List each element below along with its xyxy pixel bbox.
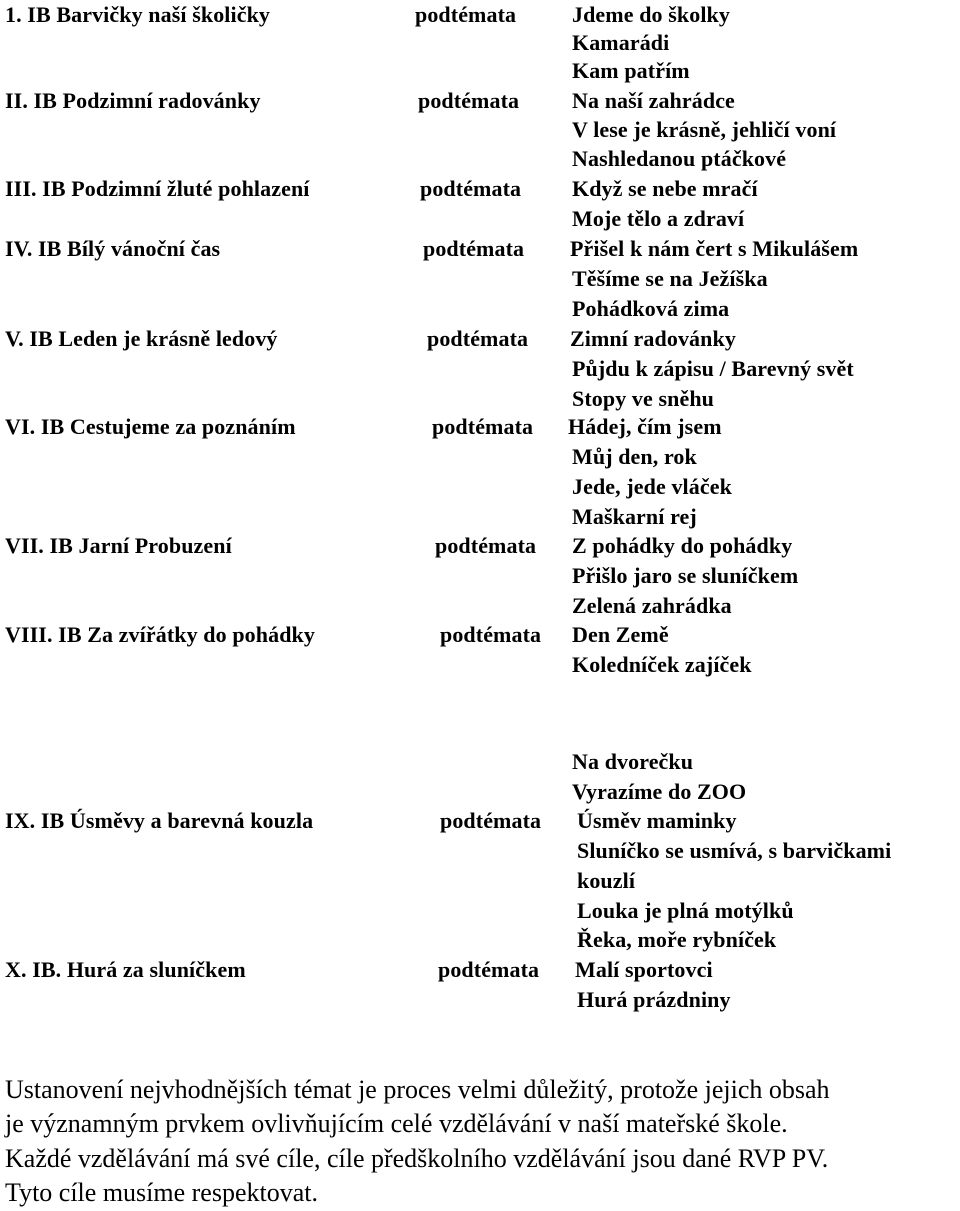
paragraph-line: Ustanovení nejvhodnějších témat je proces velmi důležitý, protože jejich obsah bbox=[5, 1075, 830, 1104]
theme-label: podtémata bbox=[427, 326, 529, 351]
theme-title: VII. IB Jarní Probuzení bbox=[5, 533, 232, 558]
subtheme: Zelená zahrádka bbox=[572, 593, 732, 618]
theme-label: podtémata bbox=[420, 176, 522, 201]
theme-label: podtémata bbox=[418, 88, 520, 113]
theme-title: III. IB Podzimní žluté pohlazení bbox=[5, 176, 310, 201]
subtheme: Vyrazíme do ZOO bbox=[572, 779, 747, 804]
subtheme: Moje tělo a zdraví bbox=[572, 206, 745, 231]
subtheme: Na naší zahrádce bbox=[572, 88, 735, 113]
theme-title: 1. IB Barvičky naší školičky bbox=[5, 2, 271, 27]
theme-label: podtémata bbox=[435, 533, 537, 558]
subtheme: Jdeme do školky bbox=[572, 2, 730, 27]
theme-label: podtémata bbox=[423, 236, 525, 261]
subtheme: Hurá prázdniny bbox=[577, 987, 731, 1012]
theme-title: VI. IB Cestujeme za poznáním bbox=[5, 414, 296, 439]
theme-title: V. IB Leden je krásně ledový bbox=[5, 326, 278, 351]
theme-title: VIII. IB Za zvířátky do pohádky bbox=[5, 622, 315, 647]
subtheme: Půjdu k zápisu / Barevný svět bbox=[572, 356, 854, 381]
subtheme: Koledníček zajíček bbox=[572, 652, 752, 677]
subtheme: Jede, jede vláček bbox=[572, 474, 732, 499]
subtheme: Den Země bbox=[572, 622, 669, 647]
subtheme: Louka je plná motýlků bbox=[577, 898, 794, 923]
subtheme: kouzlí bbox=[577, 868, 636, 893]
subtheme: Maškarní rej bbox=[572, 504, 697, 529]
subtheme: Přišlo jaro se sluníčkem bbox=[572, 563, 799, 588]
subtheme: Řeka, moře rybníček bbox=[577, 927, 777, 952]
subtheme: Na dvorečku bbox=[572, 749, 694, 774]
subtheme: Kam patřím bbox=[572, 58, 690, 83]
theme-title: IV. IB Bílý vánoční čas bbox=[5, 236, 221, 261]
subtheme: Stopy ve sněhu bbox=[572, 386, 714, 411]
paragraph-line: Každé vzdělávání má své cíle, cíle předškolního vzdělávání jsou dané RVP PV. bbox=[5, 1144, 829, 1173]
theme-label: podtémata bbox=[438, 957, 540, 982]
subtheme: Těšíme se na Ježíška bbox=[572, 266, 768, 291]
subtheme: Úsměv maminky bbox=[577, 808, 737, 833]
subtheme: Kamarádi bbox=[572, 30, 670, 55]
theme-label: podtémata bbox=[432, 414, 534, 439]
theme-label: podtémata bbox=[440, 808, 542, 833]
theme-title: IX. IB Úsměvy a barevná kouzla bbox=[5, 808, 314, 833]
subtheme: Nashledanou ptáčkové bbox=[572, 146, 787, 171]
subtheme: Když se nebe mračí bbox=[572, 176, 758, 201]
subtheme: Můj den, rok bbox=[572, 444, 697, 469]
subtheme: Přišel k nám čert s Mikulášem bbox=[570, 236, 859, 261]
subtheme: Malí sportovci bbox=[575, 957, 713, 982]
subtheme: Zimní radovánky bbox=[570, 326, 736, 351]
paragraph-line: Tyto cíle musíme respektovat. bbox=[5, 1178, 318, 1207]
theme-title: X. IB. Hurá za sluníčkem bbox=[5, 957, 246, 982]
theme-title: II. IB Podzimní radovánky bbox=[5, 88, 261, 113]
theme-label: podtémata bbox=[440, 622, 542, 647]
paragraph-line: je významným prvkem ovlivňujícím celé vzdělávání v naší mateřské škole. bbox=[5, 1109, 788, 1138]
subtheme: V lese je krásně, jehličí voní bbox=[572, 117, 837, 142]
subtheme: Sluníčko se usmívá, s barvičkami bbox=[577, 838, 892, 863]
subtheme: Z pohádky do pohádky bbox=[572, 533, 793, 558]
theme-label: podtémata bbox=[415, 2, 517, 27]
subtheme: Pohádková zima bbox=[572, 296, 730, 321]
subtheme: Hádej, čím jsem bbox=[568, 414, 722, 439]
